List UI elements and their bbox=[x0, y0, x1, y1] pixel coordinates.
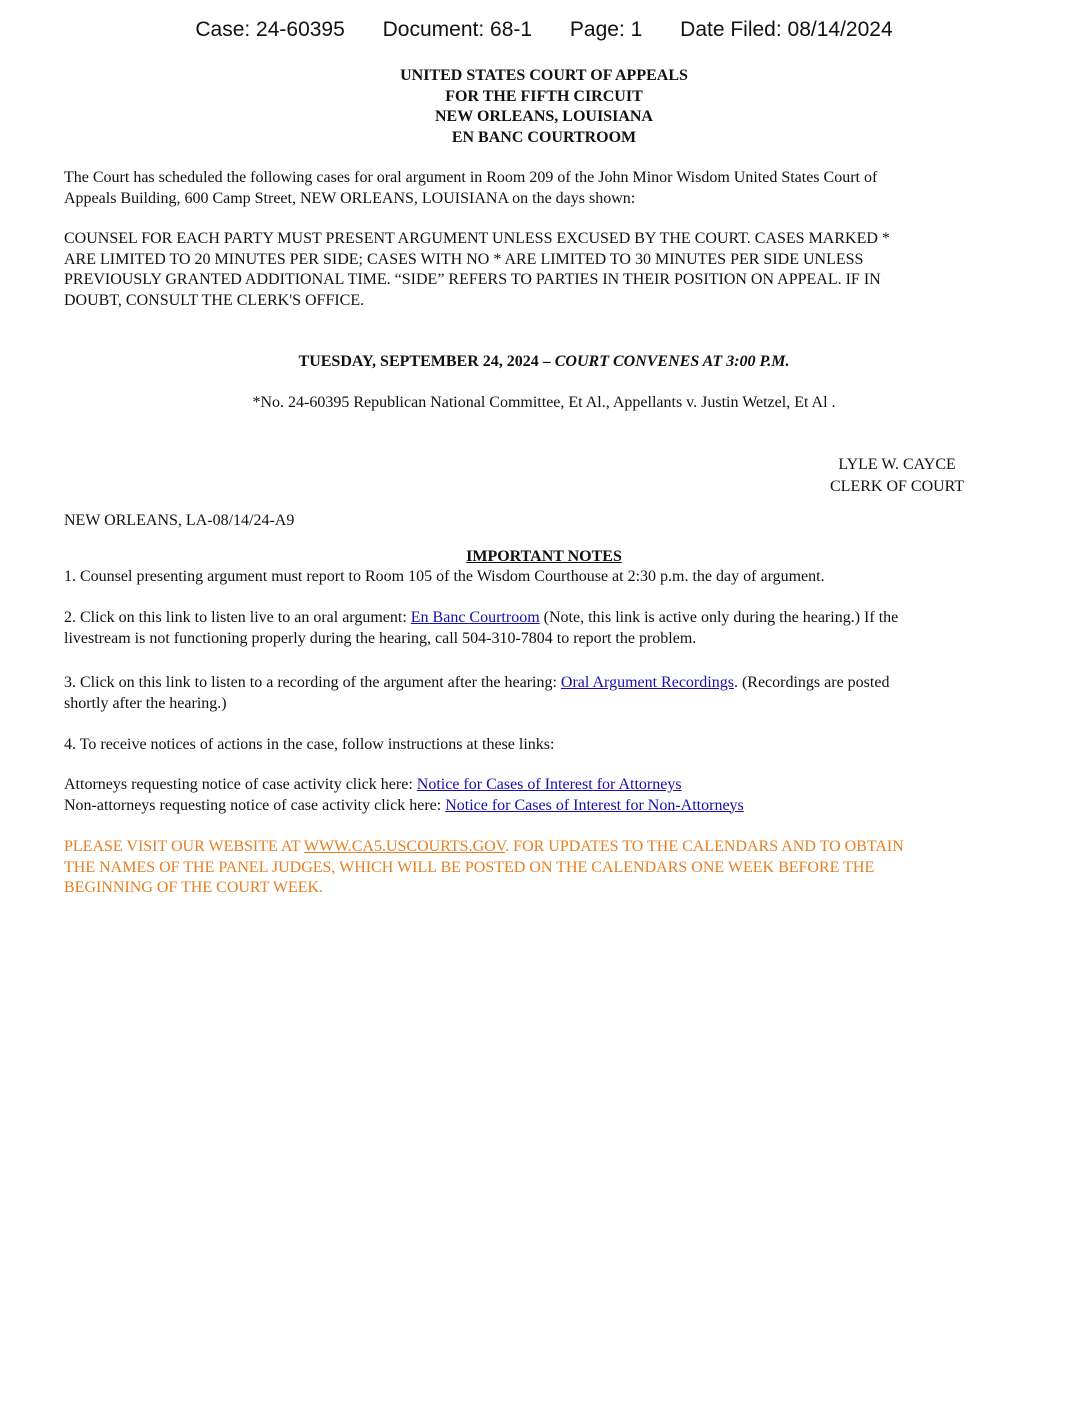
counsel-line: ARE LIMITED TO 20 MINUTES PER SIDE; CASES WITH NO * ARE LIMITED TO 30 MINUTES PER SIDE UNLESS bbox=[64, 250, 864, 268]
session-heading bbox=[0, 352, 1088, 373]
document-number: Document: 68-1 bbox=[382, 18, 533, 41]
nonattorneys-notice: Non-attorneys requesting notice of case activity click here: Notice for Cases of Interest for Non-Attorneys bbox=[64, 796, 744, 814]
counsel-line: COUNSEL FOR EACH PARTY MUST PRESENT ARGUMENT UNLESS EXCUSED BY THE COURT. CASES MARKED * bbox=[64, 230, 890, 247]
notice-links bbox=[64, 775, 1024, 816]
note-1: 1. Counsel presenting argument must report to Room 105 of the Wisdom Courthouse at 2:30 p.m. the day of argument. bbox=[64, 568, 825, 585]
note-3 bbox=[64, 673, 1024, 714]
attorneys-notice-link[interactable]: Notice for Cases of Interest for Attorneys bbox=[416, 776, 682, 793]
intro-paragraph bbox=[64, 168, 1024, 209]
notes-heading bbox=[0, 547, 1088, 568]
date-filed: Date Filed: 08/14/2024 bbox=[680, 18, 893, 41]
filing-header bbox=[0, 18, 1088, 42]
page-number: Page: 1 bbox=[569, 18, 643, 41]
notes-heading-text: IMPORTANT NOTES bbox=[466, 548, 622, 565]
note-3-line: 3. Click on this link to listen to a recording of the argument after the hearing: Oral Argument Recordings. (Recordings are posted bbox=[64, 674, 890, 691]
note-2-line: 2. Click on this link to listen live to an oral argument: En Banc Courtroom (Note, this link is active only during the hearing.) If the bbox=[64, 609, 899, 626]
court-title-line: NEW ORLEANS, LOUISIANA bbox=[435, 108, 653, 125]
note-3-line: shortly after the hearing.) bbox=[64, 694, 227, 712]
website-notice-line: BEGINNING OF THE COURT WEEK. bbox=[64, 879, 324, 896]
intro-line: Appeals Building, 600 Camp Street, NEW ORLEANS, LOUISIANA on the days shown: bbox=[64, 189, 636, 207]
counsel-paragraph bbox=[64, 229, 1024, 311]
attorneys-notice: Attorneys requesting notice of case activity click here: Notice for Cases of Interest for Attorneys bbox=[64, 776, 682, 793]
court-title-line: FOR THE FIFTH CIRCUIT bbox=[445, 87, 643, 105]
note-4: 4. To receive notices of actions in the case, follow instructions at these links: bbox=[64, 736, 555, 753]
clerk-signature bbox=[830, 454, 964, 498]
website-notice-line: THE NAMES OF THE PANEL JUDGES, WHICH WILL BE POSTED ON THE CALENDARS ONE WEEK BEFORE THE bbox=[64, 858, 875, 876]
court-title-line: UNITED STATES COURT OF APPEALS bbox=[400, 67, 688, 84]
counsel-line: PREVIOUSLY GRANTED ADDITIONAL TIME. “SIDE” REFERS TO PARTIES IN THEIR POSITION ON APPEAL. IF IN bbox=[64, 271, 881, 288]
note-2-line: livestream is not functioning properly during the hearing, call 504-310-7804 to report the problem. bbox=[64, 629, 697, 647]
case-listing: *No. 24-60395 Republican National Committee, Et Al., Appellants v. Justin Wetzel, Et Al . bbox=[252, 394, 836, 411]
nonattorneys-notice-link[interactable]: Notice for Cases of Interest for Non-Attorneys bbox=[445, 796, 744, 814]
counsel-line: DOUBT, CONSULT THE CLERK'S OFFICE. bbox=[64, 291, 365, 309]
website-notice bbox=[64, 837, 1024, 899]
note-2 bbox=[64, 608, 1024, 649]
calendar-id: NEW ORLEANS, LA-08/14/24-A9 bbox=[64, 512, 295, 529]
case-number: Case: 24-60395 bbox=[195, 18, 345, 41]
website-notice-line: PLEASE VISIT OUR WEBSITE AT WWW.CA5.USCOURTS.GOV. FOR UPDATES TO THE CALENDARS AND TO OBTAIN bbox=[64, 838, 904, 855]
clerk-name: LYLE W. CAYCE bbox=[838, 456, 956, 473]
court-title-line: EN BANC COURTROOM bbox=[451, 128, 637, 146]
clerk-title: CLERK OF COURT bbox=[830, 478, 965, 495]
intro-line: The Court has scheduled the following cases for oral argument in Room 209 of the John Minor Wisdom United States Court of bbox=[64, 169, 878, 186]
session-convenes: COURT CONVENES AT 3:00 P.M. bbox=[554, 353, 790, 370]
oral-argument-recordings-link[interactable]: Oral Argument Recordings bbox=[560, 674, 734, 691]
en-banc-courtroom-link[interactable]: En Banc Courtroom bbox=[410, 609, 540, 626]
court-title bbox=[0, 66, 1088, 148]
session-date: TUESDAY, SEPTEMBER 24, 2024 – bbox=[298, 353, 555, 370]
website-link[interactable]: WWW.CA5.USCOURTS.GOV bbox=[303, 838, 506, 855]
